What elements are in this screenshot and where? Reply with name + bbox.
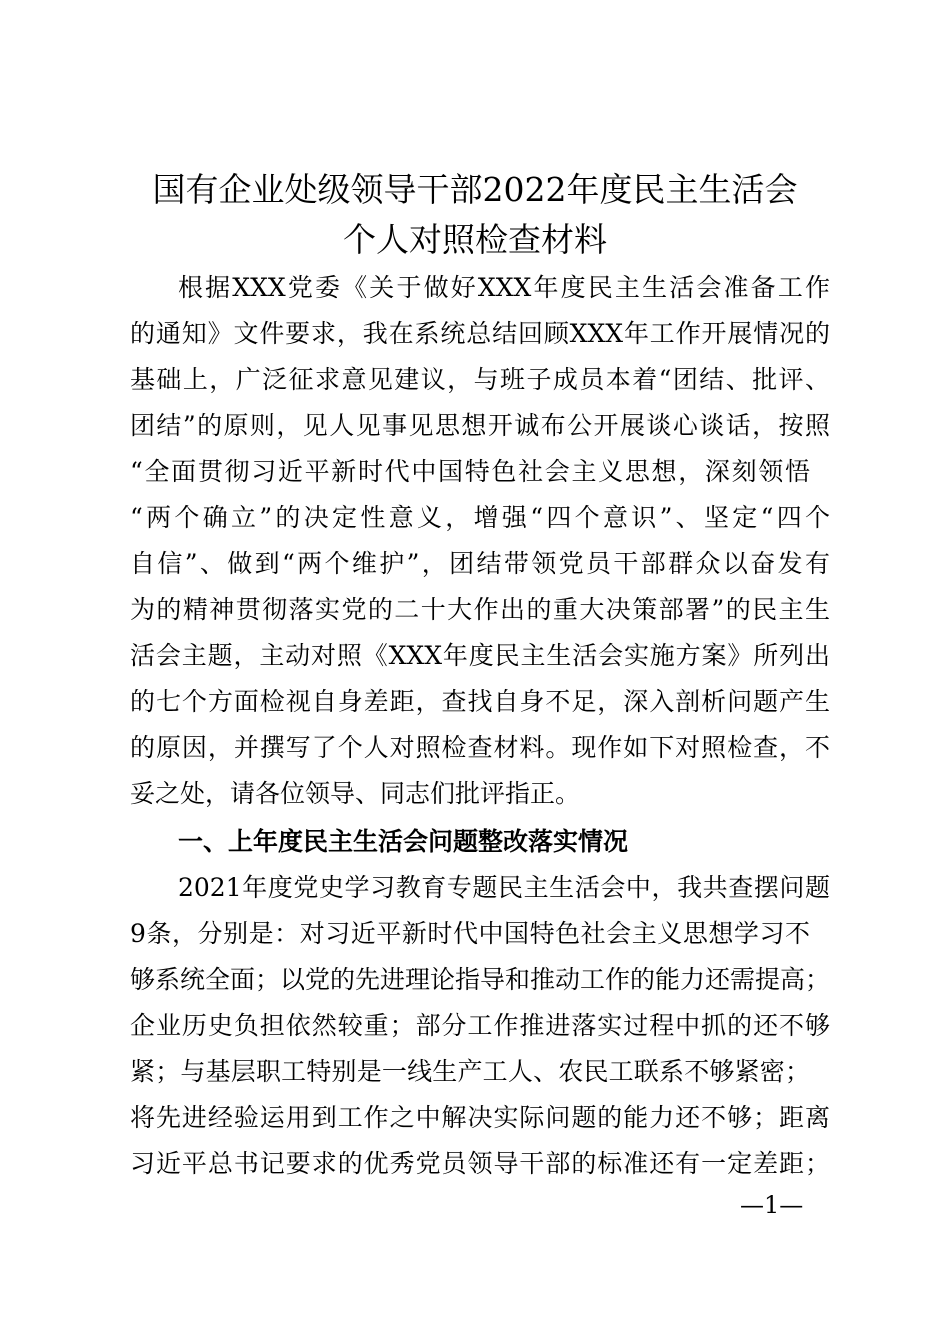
text-line: 够系统全面；以党的先进理论指导和推动工作的能力还需提高； — [130, 965, 831, 994]
text-line: 为的精神贯彻落实党的二十大作出的重大决策部署”的民主生 — [130, 595, 830, 624]
text-line: 活会主题，主动对照《XXX年度民主生活会实施方案》所列出 — [130, 641, 830, 670]
section-heading: 一、上年度民主生活会问题整改落实情况 — [178, 827, 629, 856]
text-line: 将先进经验运用到工作之中解决实际问题的能力还不够；距离 — [130, 1103, 830, 1132]
text-line: “两个确立”的决定性意义，增强“四个意识”、坚定“四个 — [130, 503, 830, 532]
text-line: 企业历史负担依然较重；部分工作推进落实过程中抓的还不够 — [130, 1011, 830, 1040]
text-line: 自信”、做到“两个维护”，团结带领党员干部群众以奋发有 — [130, 549, 830, 578]
text-line: 的通知》文件要求，我在系统总结回顾XXX年工作开展情况的 — [130, 319, 830, 348]
document-title-line-2: 个人对照检查材料 — [343, 220, 607, 259]
text-line: 9条，分别是：对习近平新时代中国特色社会主义思想学习不 — [130, 919, 810, 948]
text-line: 的原因，并撰写了个人对照检查材料。现作如下对照检查，不 — [130, 733, 830, 762]
text-line: “全面贯彻习近平新时代中国特色社会主义思想，深刻领悟 — [130, 457, 810, 486]
text-line: 团结”的原则，见人见事见思想开诚布公开展谈心谈话，按照 — [130, 411, 830, 440]
text-line: 习近平总书记要求的优秀党员领导干部的标准还有一定差距； — [130, 1149, 830, 1178]
text-line: 紧；与基层职工特别是一线生产工人、农民工联系不够紧密； — [130, 1057, 810, 1086]
text-line: 基础上，广泛征求意见建议，与班子成员本着“团结、批评、 — [130, 365, 830, 394]
text-line: 的七个方面检视自身差距，查找自身不足，深入剖析问题产生 — [130, 687, 830, 716]
text-line: 妥之处，请各位领导、同志们批评指正。 — [130, 779, 581, 808]
page-number: —1— — [740, 1191, 804, 1219]
document-title-line-1: 国有企业处级领导干部2022年度民主生活会 — [152, 170, 798, 209]
text-line: 根据XXX党委《关于做好XXX年度民主生活会准备工作 — [178, 273, 830, 302]
text-line: 2021年度党史学习教育专题民主生活会中，我共查摆问题 — [178, 873, 830, 902]
